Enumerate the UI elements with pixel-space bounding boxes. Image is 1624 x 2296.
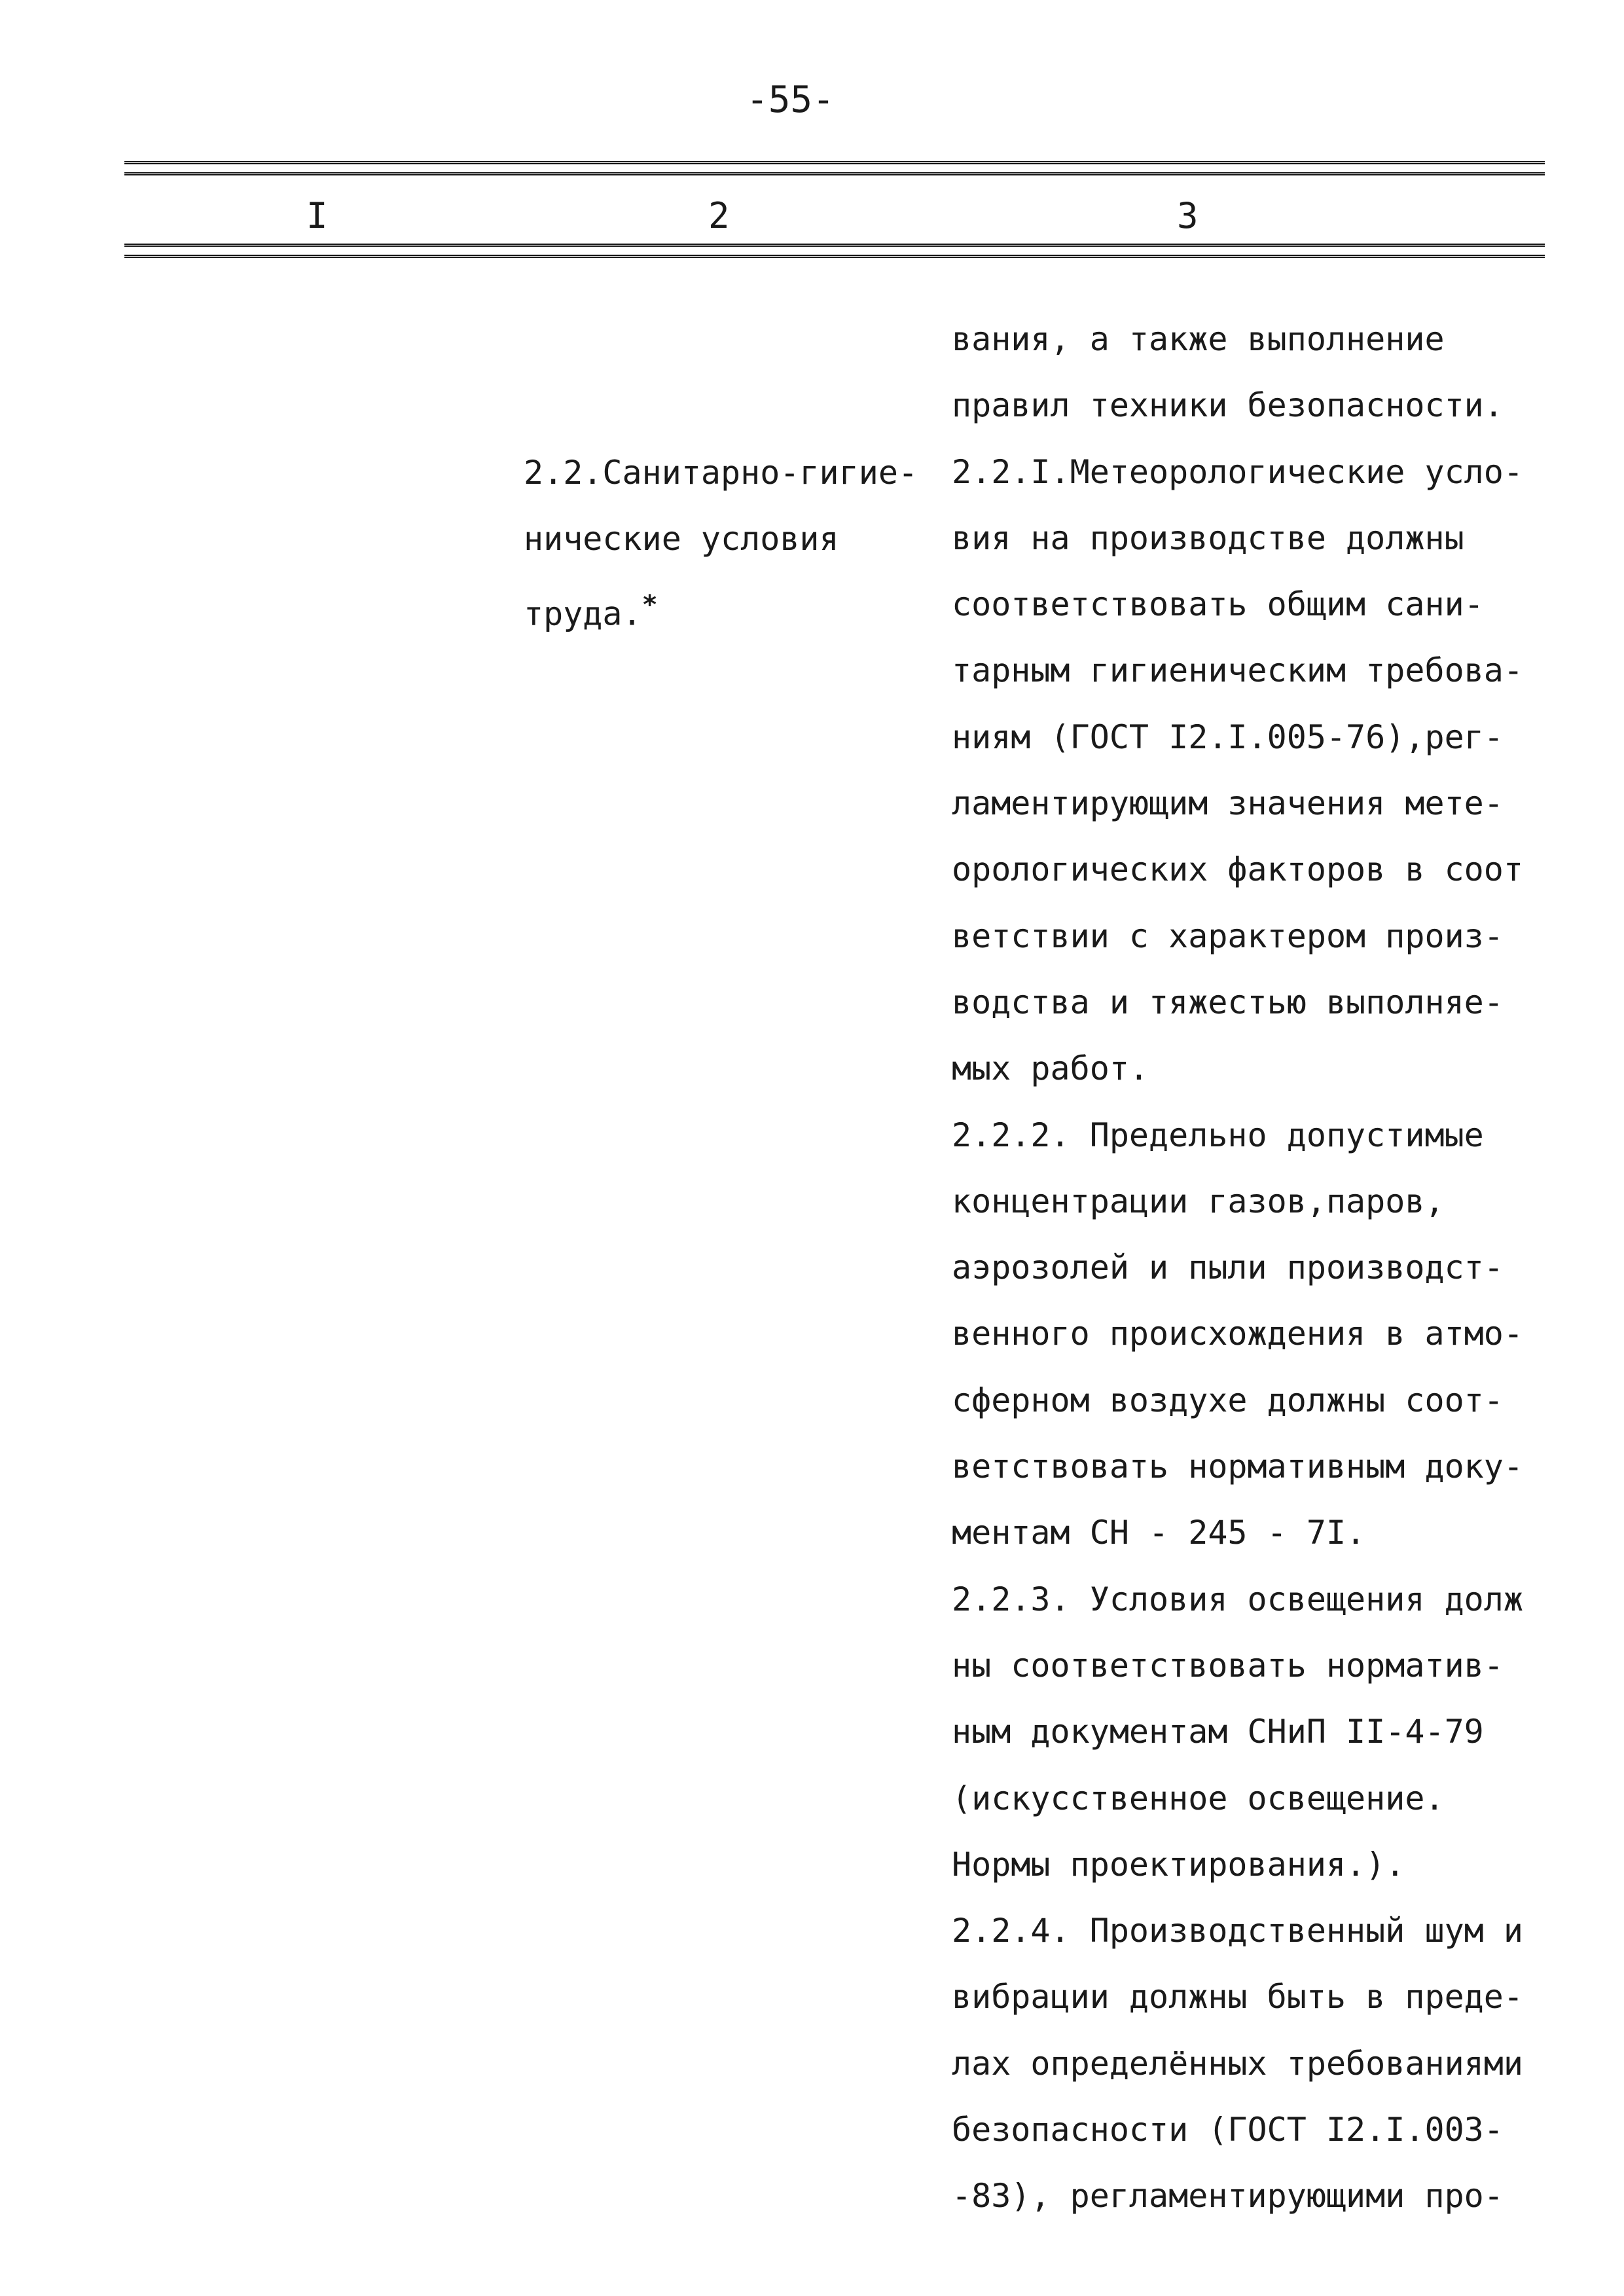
requirements-text-line: правил техники безопасности. — [952, 386, 1504, 425]
column-header-1: I — [306, 195, 328, 236]
requirements-text-line: ламентирующим значения мете- — [952, 784, 1504, 823]
table-header-top-rule — [124, 161, 1545, 175]
requirements-text-line: ным документам СНиП II-4-79 — [952, 1713, 1484, 1751]
requirements-text-line: водства и тяжестью выполняе- — [952, 983, 1504, 1021]
requirements-text-line: Нормы проектирования.). — [952, 1845, 1405, 1884]
requirements-text-line: лах определённых требованиями — [952, 2044, 1523, 2083]
requirements-text-line: концентрации газов,паров, — [952, 1182, 1445, 1220]
section-title-text: труда. — [524, 594, 642, 633]
requirements-text-line: мых работ. — [952, 1049, 1149, 1088]
requirements-text-line: (искусственное освещение. — [952, 1779, 1445, 1817]
requirements-text-line: ментам СН - 245 - 7I. — [952, 1514, 1366, 1552]
requirements-text-line: 2.2.2. Предельно допустимые — [952, 1116, 1484, 1154]
requirements-text-line: соответствовать общим сани- — [952, 585, 1484, 624]
requirements-text-line: ветствовать нормативным доку- — [952, 1448, 1523, 1486]
requirements-text-line: ны соответствовать норматив- — [952, 1646, 1504, 1685]
requirements-text-line: ветствии с характером произ- — [952, 917, 1504, 955]
section-title — [524, 440, 943, 638]
requirements-text-line: 2.2.I.Метеорологические усло- — [952, 452, 1523, 491]
table-header-bottom-rule — [124, 244, 1545, 258]
requirements-text-line: сферном воздухе должны соот- — [952, 1381, 1504, 1419]
section-title-line: нические условия — [524, 520, 839, 558]
page-number: -55- — [746, 79, 835, 121]
requirements-text-line: -83), регламентирующими про- — [952, 2177, 1504, 2215]
section-title-line — [524, 572, 943, 638]
section-title-line: 2.2.Санитарно-гигие- — [524, 454, 918, 492]
requirements-text-line: ниям (ГОСТ I2.I.005-76),рег- — [952, 718, 1504, 756]
requirements-text-line: аэрозолей и пыли производст- — [952, 1248, 1504, 1287]
requirements-text — [952, 306, 1554, 2230]
requirements-text-line: вибрации должны быть в преде- — [952, 1978, 1523, 2016]
requirements-text-line: 2.2.4. Производственный шум и — [952, 1912, 1523, 1950]
column-header-3: 3 — [1177, 195, 1199, 236]
requirements-text-line: 2.2.3. Условия освещения долж — [952, 1580, 1523, 1618]
requirements-text-line: тарным гигиеническим требова- — [952, 651, 1523, 690]
footnote-mark: * — [641, 590, 658, 620]
requirements-text-line: вания, а также выполнение — [952, 320, 1445, 358]
requirements-text-line: вия на производстве должны — [952, 519, 1464, 557]
requirements-text-line: венного происхождения в атмо- — [952, 1315, 1523, 1353]
requirements-text-line: орологических факторов в соот — [952, 850, 1523, 889]
column-header-2: 2 — [708, 195, 730, 236]
requirements-text-line: безопасности (ГОСТ I2.I.003- — [952, 2111, 1504, 2149]
